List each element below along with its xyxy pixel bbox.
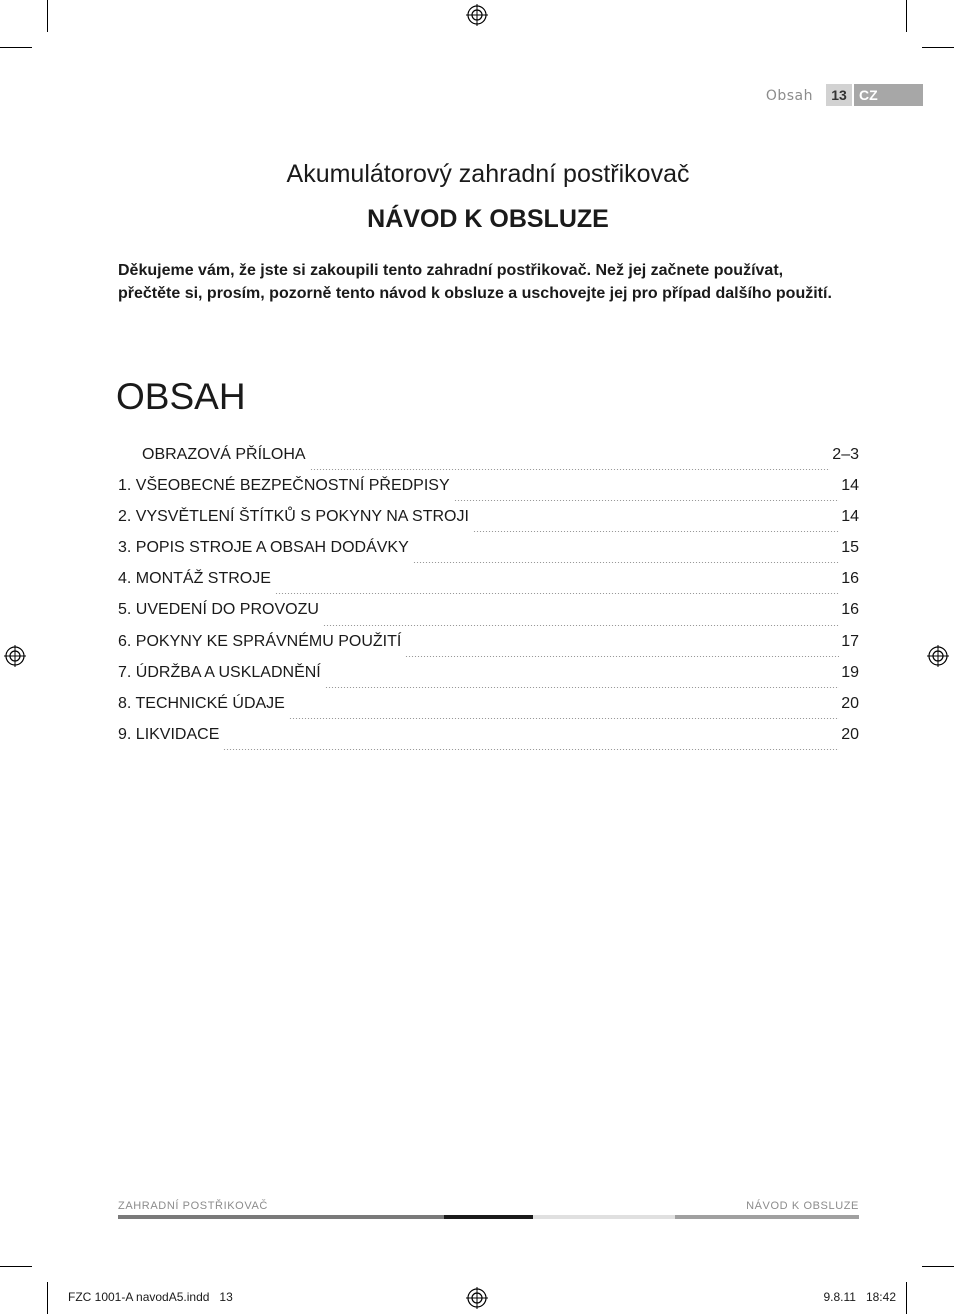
registration-mark-icon xyxy=(927,645,949,667)
header-language-badge: CZ xyxy=(854,84,923,106)
toc-leader-dots xyxy=(275,593,839,594)
toc-entry-page: 14 xyxy=(841,508,859,526)
document-title: Akumulátorový zahradní postřikovač xyxy=(286,160,690,188)
header-page-number: 13 xyxy=(826,84,852,106)
toc-entry-label: 8. TECHNICKÉ ÚDAJE xyxy=(118,694,285,712)
toc-entry-page: 16 xyxy=(841,601,859,619)
toc-entry-page: 19 xyxy=(841,663,859,681)
toc-leader-dots xyxy=(310,469,831,470)
intro-paragraph: Děkujeme vám, že jste si zakoupili tento zahradní postřikovač. Než jej začnete používat, přečtěte si, prosím, pozorně tento návod k obsluze a uschovejte jej pro případ dalšího použití. xyxy=(118,262,832,302)
toc-entry-label: 7. ÚDRŽBA A USKLADNĚNÍ xyxy=(118,663,321,681)
toc-entry[interactable] xyxy=(118,695,859,726)
crop-mark xyxy=(47,1282,48,1314)
footer-product-name: ZAHRADNÍ POSTŘIKOVAČ xyxy=(118,1200,268,1212)
toc-entry[interactable] xyxy=(118,446,859,477)
table-of-contents xyxy=(118,446,859,757)
toc-leader-dots xyxy=(325,687,839,688)
crop-mark xyxy=(0,1266,32,1267)
toc-entry-label: 1. VŠEOBECNÉ BEZPEČNOSTNÍ PŘEDPISY xyxy=(118,477,450,495)
crop-mark xyxy=(922,47,954,48)
toc-entry[interactable] xyxy=(118,539,859,570)
toc-entry-page: 15 xyxy=(841,539,859,557)
toc-entry-label: OBRAZOVÁ PŘÍLOHA xyxy=(142,446,306,463)
toc-entry[interactable] xyxy=(118,601,859,632)
toc-leader-dots xyxy=(289,718,839,719)
toc-entry-label: 4. MONTÁŽ STROJE xyxy=(118,570,271,588)
footer-document-type: NÁVOD K OBSLUZE xyxy=(746,1200,859,1212)
toc-entry-label: 6. POKYNY KE SPRÁVNÉMU POUŽITÍ xyxy=(118,632,402,650)
toc-leader-dots xyxy=(405,656,839,657)
toc-leader-dots xyxy=(223,749,839,750)
toc-leader-dots xyxy=(413,562,839,563)
toc-leader-dots xyxy=(454,500,840,501)
slug-date: 9.8.11 18:42 xyxy=(823,1290,896,1304)
crop-mark xyxy=(906,1282,907,1314)
toc-leader-dots xyxy=(473,531,839,532)
footer-bar-segment xyxy=(118,1215,444,1219)
toc-entry-page: 14 xyxy=(841,477,859,495)
toc-entry[interactable] xyxy=(118,570,859,601)
toc-entry[interactable] xyxy=(118,664,859,695)
registration-mark-icon xyxy=(4,645,26,667)
crop-mark xyxy=(47,0,48,32)
toc-heading: OBSAH xyxy=(116,376,246,417)
footer-bar-segment xyxy=(533,1215,675,1219)
footer-bar-segment xyxy=(444,1215,533,1219)
toc-leader-dots xyxy=(323,625,839,626)
toc-entry-page: 2–3 xyxy=(832,446,859,463)
crop-mark xyxy=(922,1266,954,1267)
toc-entry-label: 9. LIKVIDACE xyxy=(118,725,220,743)
toc-entry[interactable] xyxy=(118,726,859,757)
slug-file-name: FZC 1001-A navodA5.indd 13 xyxy=(68,1290,233,1304)
footer-bar-segment xyxy=(675,1215,859,1219)
crop-mark xyxy=(906,0,907,32)
document-subtitle: NÁVOD K OBSLUZE xyxy=(367,205,609,233)
registration-mark-icon xyxy=(466,4,488,26)
toc-entry-page: 16 xyxy=(841,570,859,588)
toc-entry[interactable] xyxy=(118,477,859,508)
toc-entry-page: 20 xyxy=(841,694,859,712)
header-section-label: Obsah xyxy=(765,88,813,104)
crop-mark xyxy=(0,47,32,48)
toc-entry[interactable] xyxy=(118,633,859,664)
registration-mark-icon xyxy=(466,1287,488,1309)
toc-entry-label: 2. VYSVĚTLENÍ ŠTÍTKŮ S POKYNY NA STROJI xyxy=(118,508,469,526)
toc-entry[interactable] xyxy=(118,508,859,539)
toc-entry-page: 20 xyxy=(841,725,859,743)
toc-entry-label: 3. POPIS STROJE A OBSAH DODÁVKY xyxy=(118,539,409,557)
toc-entry-page: 17 xyxy=(841,632,859,650)
toc-entry-label: 5. UVEDENÍ DO PROVOZU xyxy=(118,601,319,619)
